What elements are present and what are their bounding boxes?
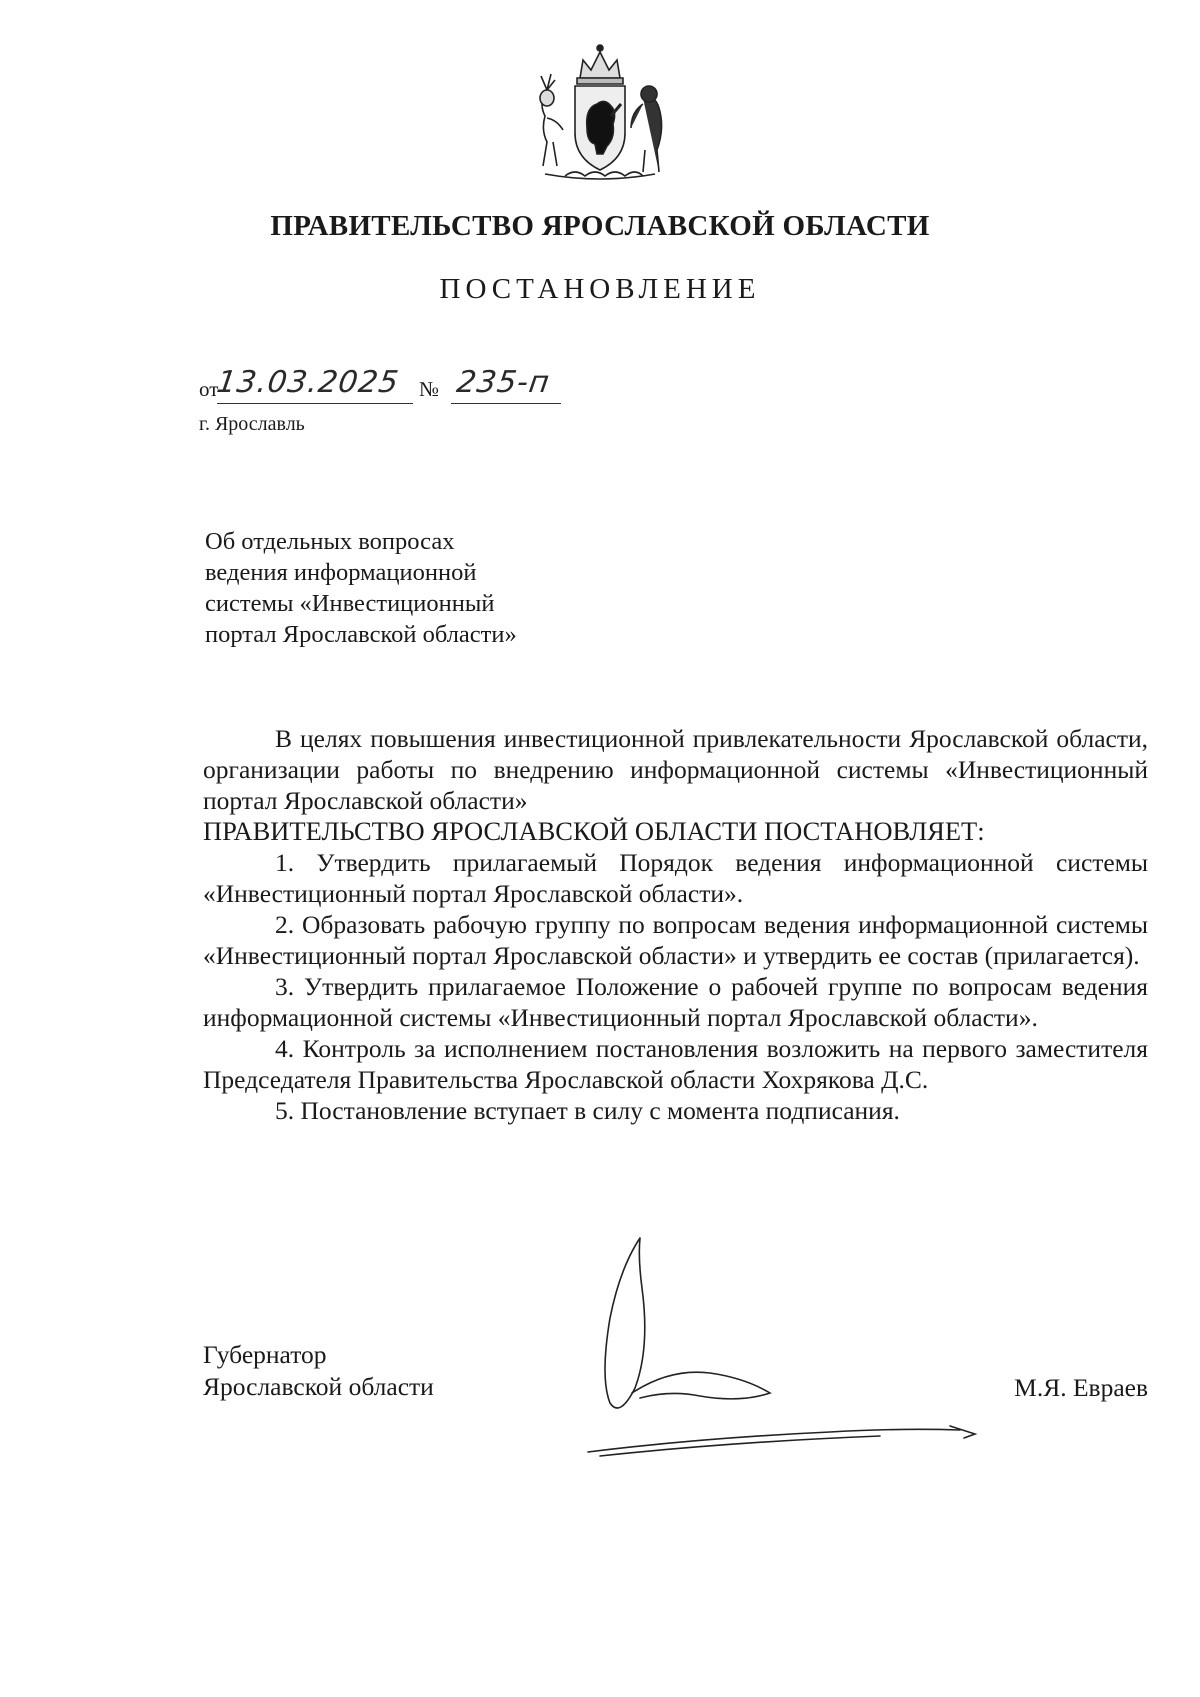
document-date: 13.03.2025 — [214, 365, 402, 400]
number-prefix: № — [419, 377, 440, 401]
date-number-line — [199, 365, 619, 408]
item-5: 5. Постановление вступает в силу с момента подписания. — [275, 1096, 900, 1125]
subject-line: портал Ярославской области» — [205, 621, 517, 648]
document-subject — [205, 526, 517, 650]
signatory-name: М.Я. Евраев — [1014, 1373, 1148, 1402]
item-1: 1. Утвердить прилагаемый Порядок ведения информационной системы «Инвестиционный портал Ярославской области». — [203, 848, 1148, 908]
position-line: Ярославской области — [203, 1372, 434, 1401]
signatory-position — [203, 1339, 434, 1403]
item-4: 4. Контроль за исполнением постановления возложить на первого заместителя Председателя Правительства Ярославской области Хохрякова Д.С. — [203, 1034, 1148, 1094]
subject-line: системы «Инвестиционный — [205, 590, 495, 617]
handwritten-signature — [580, 1228, 1000, 1458]
date-underline — [217, 403, 413, 404]
date-prefix: от — [199, 377, 219, 401]
document-type: ПОСТАНОВЛЕНИЕ — [439, 273, 761, 305]
number-underline — [451, 403, 561, 404]
organization-title: ПРАВИТЕЛЬСТВО ЯРОСЛАВСКОЙ ОБЛАСТИ — [270, 210, 930, 242]
subject-line: ведения информационной — [205, 559, 477, 586]
document-number: 235-п — [454, 365, 553, 400]
resolution-clause: ПРАВИТЕЛЬСТВО ЯРОСЛАВСКОЙ ОБЛАСТИ ПОСТАНОВЛЯЕТ: — [203, 816, 985, 846]
coat-of-arms-icon — [525, 38, 675, 188]
document-body — [203, 723, 1148, 1126]
subject-line: Об отдельных вопросах — [205, 528, 455, 555]
position-line: Губернатор — [203, 1340, 327, 1369]
city: г. Ярославль — [199, 413, 305, 435]
item-2: 2. Образовать рабочую группу по вопросам ведения информационной системы «Инвестиционный портал Ярославской области» и утвердить ее состав (прилагается). — [203, 910, 1148, 970]
item-3: 3. Утвердить прилагаемое Положение о рабочей группе по вопросам ведения информационной системы «Инвестиционный портал Ярославской области». — [203, 972, 1148, 1032]
preamble: В целях повышения инвестиционной привлекательности Ярославской области, организации работы по внедрению информационной системы «Инвестиционный портал Ярославской области» — [203, 724, 1148, 815]
